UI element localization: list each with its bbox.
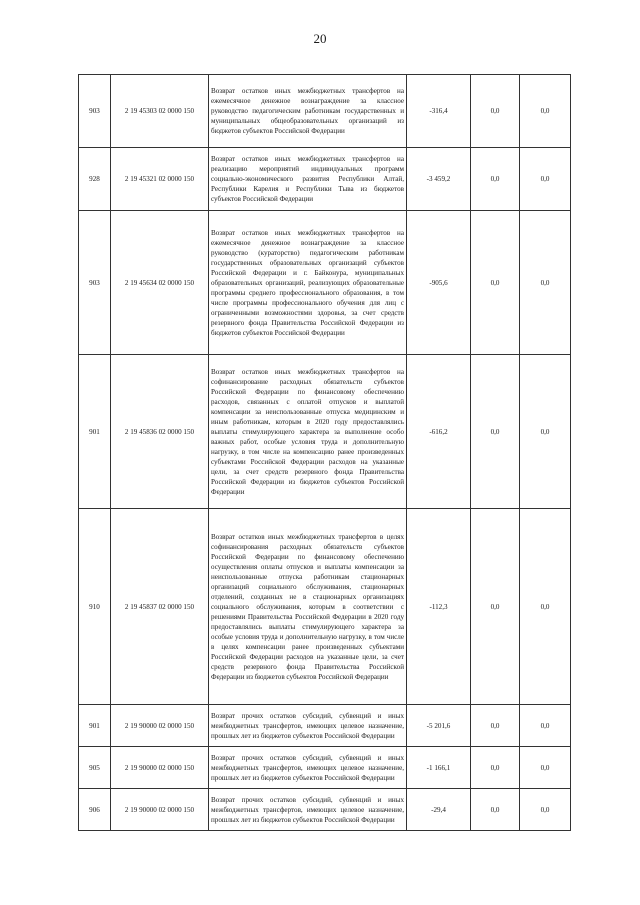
budget-code-cell: 2 19 45321 02 0000 150 xyxy=(111,148,209,211)
value-cell-1: -905,6 xyxy=(407,211,471,355)
table-row xyxy=(79,211,571,355)
description-cell: Возврат прочих остатков субсидий, субвенций и иных межбюджетных трансфертов, имеющих целевое назначение, прошлых лет из бюджетов субъектов Российской Федерации xyxy=(209,705,407,747)
budget-revenue-table xyxy=(78,74,571,831)
table-row xyxy=(79,75,571,148)
budget-code-cell: 2 19 90000 02 0000 150 xyxy=(111,705,209,747)
admin-code-cell: 901 xyxy=(79,355,111,509)
value-cell-3: 0,0 xyxy=(520,211,571,355)
description-cell: Возврат остатков иных межбюджетных трансфертов на ежемесячное денежное вознаграждение за классное руководство педагогическим работникам государственных и муниципальных общеобразовательных организаций из бюджетов субъектов Российской Федерации xyxy=(209,75,407,148)
value-cell-1: -316,4 xyxy=(407,75,471,148)
description-cell: Возврат прочих остатков субсидий, субвенций и иных межбюджетных трансфертов, имеющих целевое назначение, прошлых лет из бюджетов субъектов Российской Федерации xyxy=(209,789,407,831)
budget-code-cell: 2 19 45303 02 0000 150 xyxy=(111,75,209,148)
value-cell-1: -1 166,1 xyxy=(407,747,471,789)
value-cell-3: 0,0 xyxy=(520,747,571,789)
budget-code-cell: 2 19 45836 02 0000 150 xyxy=(111,355,209,509)
value-cell-1: -3 459,2 xyxy=(407,148,471,211)
value-cell-1: -5 201,6 xyxy=(407,705,471,747)
budget-code-cell: 2 19 45634 02 0000 150 xyxy=(111,211,209,355)
value-cell-2: 0,0 xyxy=(471,509,520,705)
value-cell-2: 0,0 xyxy=(471,789,520,831)
value-cell-1: -616,2 xyxy=(407,355,471,509)
table-row xyxy=(79,705,571,747)
value-cell-2: 0,0 xyxy=(471,75,520,148)
value-cell-1: -29,4 xyxy=(407,789,471,831)
table-row xyxy=(79,148,571,211)
description-cell: Возврат остатков иных межбюджетных трансфертов на софинансирование расходных обязательств субъектов Российской Федерации по финансовому обеспечению расходов, связанных с оплатой отпусков и выплатой компенсации за неиспользованные отпуска медицинским и иным работникам, которым в 2020 году предоставлялись выплаты стимулирующего характера за выполнение особо важных работ, особые условия труда и дополнительную нагрузку, в том числе на компенсацию ранее произведенных субъектами Российской Федерации расходов на указанные цели, за счет средств резервного фонда Правительства Российской Федерации из бюджетов субъектов Российской Федерации xyxy=(209,355,407,509)
page-number: 20 xyxy=(313,31,327,46)
table-row xyxy=(79,355,571,509)
budget-code-cell: 2 19 90000 02 0000 150 xyxy=(111,789,209,831)
value-cell-3: 0,0 xyxy=(520,148,571,211)
table-row xyxy=(79,789,571,831)
value-cell-3: 0,0 xyxy=(520,705,571,747)
value-cell-2: 0,0 xyxy=(471,355,520,509)
admin-code-cell: 910 xyxy=(79,509,111,705)
budget-code-cell: 2 19 45837 02 0000 150 xyxy=(111,509,209,705)
value-cell-3: 0,0 xyxy=(520,75,571,148)
admin-code-cell: 903 xyxy=(79,211,111,355)
admin-code-cell: 906 xyxy=(79,789,111,831)
description-cell: Возврат остатков иных межбюджетных трансфертов на ежемесячное денежное вознаграждение за классное руководство (кураторство) педагогическим работникам государственных образовательных организаций субъектов Российской Федерации и г. Байконура, муниципальных образовательных организаций, реализующих образовательные программы среднего профессионального образования, в том числе программы профессионального обучения для лиц с ограниченными возможностями здоровья, за счет средств резервного фонда Правительства Российской Федерации из бюджетов субъектов Российской Федерации xyxy=(209,211,407,355)
value-cell-2: 0,0 xyxy=(471,211,520,355)
admin-code-cell: 905 xyxy=(79,747,111,789)
description-cell: Возврат прочих остатков субсидий, субвенций и иных межбюджетных трансфертов, имеющих целевое назначение, прошлых лет из бюджетов субъектов Российской Федерации xyxy=(209,747,407,789)
admin-code-cell: 928 xyxy=(79,148,111,211)
admin-code-cell: 903 xyxy=(79,75,111,148)
description-cell: Возврат остатков иных межбюджетных трансфертов в целях софинансирования расходных обязательств субъектов Российской Федерации по финансовому обеспечению осуществления оплаты отпусков и выплаты компенсации за неиспользованные отпуска работникам стационарных организаций социального обслуживания, стационарных отделений, созданных не в стационарных организациях социального обслуживания, которым в соответствии с решениями Правительства Российской Федерации в 2020 году предоставлялись выплаты стимулирующего характера за особые условия труда и дополнительную нагрузку, в том числе в целях компенсации ранее произведенных субъектами Российской Федерации расходов на указанные цели, за счет средств резервного фонда Правительства Российской Федерации из бюджетов субъектов Российской Федерации xyxy=(209,509,407,705)
table-row xyxy=(79,747,571,789)
table-row xyxy=(79,509,571,705)
value-cell-2: 0,0 xyxy=(471,747,520,789)
value-cell-1: -112,3 xyxy=(407,509,471,705)
value-cell-3: 0,0 xyxy=(520,789,571,831)
admin-code-cell: 901 xyxy=(79,705,111,747)
budget-code-cell: 2 19 90000 02 0000 150 xyxy=(111,747,209,789)
value-cell-2: 0,0 xyxy=(471,148,520,211)
value-cell-3: 0,0 xyxy=(520,355,571,509)
value-cell-3: 0,0 xyxy=(520,509,571,705)
value-cell-2: 0,0 xyxy=(471,705,520,747)
description-cell: Возврат остатков иных межбюджетных трансфертов на реализацию мероприятий индивидуальных программ социально-экономического развития Республики Алтай, Республики Карелия и Республики Тыва из бюджетов субъектов Российской Федерации xyxy=(209,148,407,211)
